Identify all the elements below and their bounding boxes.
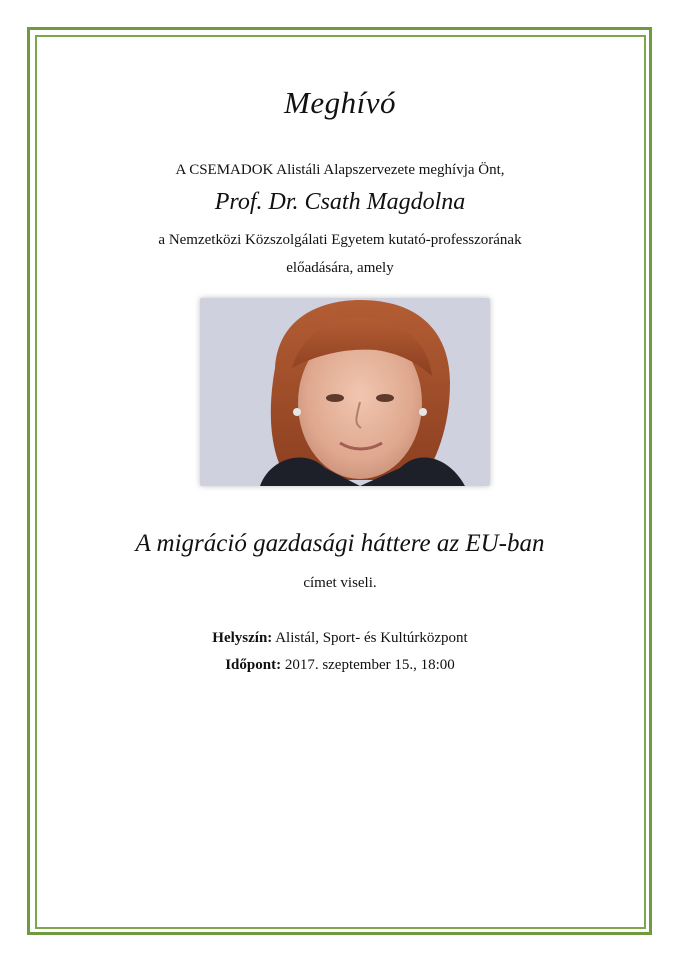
time-line bbox=[40, 657, 640, 674]
affiliation-text: a Nemzetközi Közszolgálati Egyetem kutató-professzorának bbox=[158, 232, 522, 248]
lecture-tail-text: címet viseli. bbox=[303, 575, 377, 591]
invitation bbox=[40, 40, 640, 920]
lecture-title: A migráció gazdasági háttere az EU-ban bbox=[135, 530, 545, 557]
time-value: 2017. szeptember 15., 18:00 bbox=[281, 657, 455, 673]
location-value: Alistál, Sport- és Kultúrközpont bbox=[272, 630, 468, 646]
portrait-photo bbox=[200, 298, 490, 486]
lecture-lead-text: előadására, amely bbox=[286, 260, 394, 276]
intro-text: A CSEMADOK Alistáli Alapszervezete meghívja Önt, bbox=[175, 162, 505, 178]
location-label: Helyszín: bbox=[212, 630, 273, 646]
speaker-name: Prof. Dr. Csath Magdolna bbox=[214, 189, 466, 215]
page-title: Meghívó bbox=[284, 85, 396, 120]
time-label: Időpont: bbox=[225, 657, 282, 673]
portrait-icon bbox=[200, 298, 490, 486]
location-line bbox=[40, 630, 640, 647]
